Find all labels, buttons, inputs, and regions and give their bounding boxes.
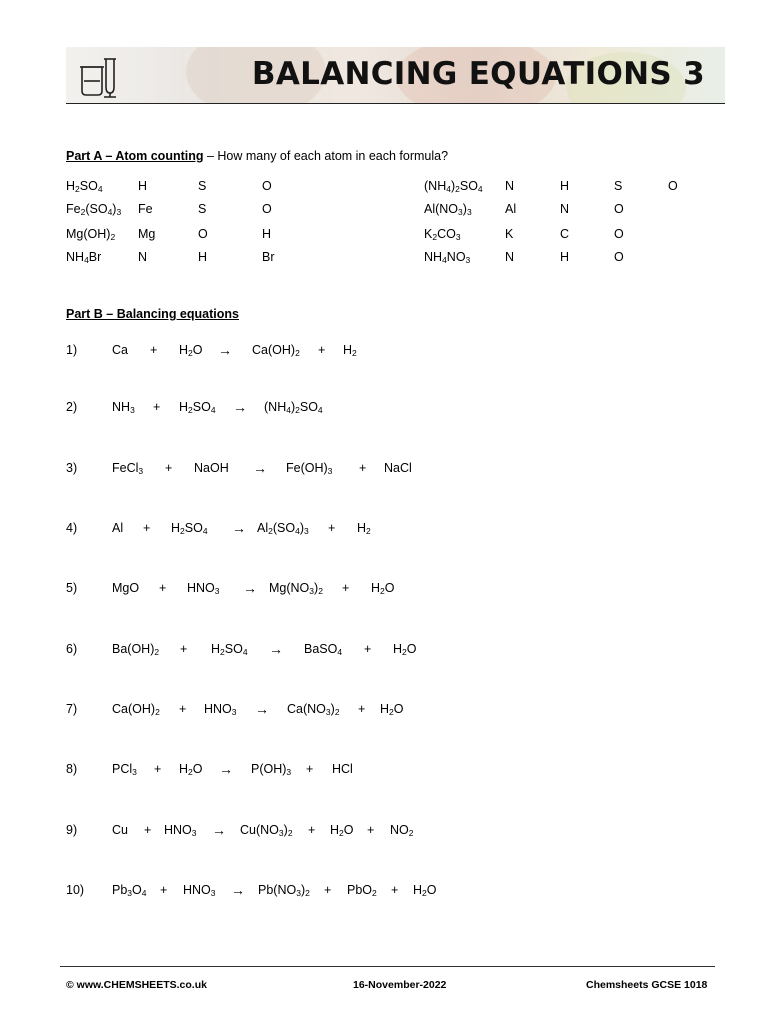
plus-sign: + [143, 521, 151, 535]
formula: $K_2CO_3$ [424, 227, 461, 242]
equation-number: 9) [66, 823, 78, 837]
reactant: $NH_3$ [112, 400, 135, 415]
footer-reference: Chemsheets GCSE 1018 [586, 979, 708, 991]
product: $Cu(NO_3)_2$ [240, 823, 293, 838]
reactant: FeCl$_3$ [112, 461, 144, 476]
plus-sign: + [179, 702, 187, 716]
part-b-title: Part B – Balancing equations [66, 307, 239, 321]
product: $NO_2$ [390, 823, 414, 838]
atom-label: S [614, 179, 623, 193]
equation-number: 10) [66, 883, 85, 897]
product: $H_2O$ [371, 581, 395, 596]
product: $Ca(OH)_2$ [252, 343, 300, 358]
reactant: $HNO_3$ [183, 883, 216, 898]
reactant: $HNO_3$ [164, 823, 197, 838]
atom-label: C [560, 227, 570, 241]
product: $Fe(OH)_3$ [286, 461, 333, 476]
atom-label: N [505, 250, 515, 264]
product: $H_2O$ [380, 702, 404, 717]
plus-sign: + [150, 343, 158, 357]
equation-number: 1) [66, 343, 78, 357]
formula: $Mg(OH)_2$ [66, 227, 116, 242]
reactant: NaOH [194, 461, 229, 475]
atom-label: H [560, 179, 570, 193]
reactant: $H_2O$ [179, 343, 203, 358]
reactant: $HNO_3$ [204, 702, 237, 717]
product: BaSO$_4$ [304, 642, 343, 657]
reactant: Cu [112, 823, 128, 837]
plus-sign: + [153, 400, 161, 414]
reaction-arrow: → [218, 342, 232, 358]
reactant: Al [112, 521, 124, 535]
plus-sign: + [160, 883, 168, 897]
equation-number: 2) [66, 400, 78, 414]
page-title: BALANCING EQUATIONS 3 [251, 56, 705, 92]
product: $Al_2(SO_4)_3$ [257, 521, 309, 536]
equation-number: 7) [66, 702, 78, 716]
atom-label: O [668, 179, 678, 193]
plus-sign: + [144, 823, 152, 837]
product: $Pb(NO_3)_2$ [258, 883, 310, 898]
reaction-arrow: → [231, 882, 245, 898]
part-a-subtitle: – How many of each atom in each formula? [203, 149, 449, 163]
reaction-arrow: → [212, 822, 226, 838]
part-b-heading [66, 307, 239, 321]
lab-glassware-icon [76, 53, 122, 99]
plus-sign: + [180, 642, 188, 656]
product: $H_2O$ [330, 823, 354, 838]
reactant: Ca [112, 343, 128, 357]
formula: $Al(NO_3)_3$ [424, 202, 472, 217]
plus-sign: + [364, 642, 372, 656]
product: $Mg(NO_3)_2$ [269, 581, 323, 596]
product: $H_2$ [343, 343, 357, 358]
plus-sign: + [318, 343, 326, 357]
atom-label: Fe [138, 202, 153, 216]
formula: $NH_4Br$ [66, 250, 102, 265]
plus-sign: + [308, 823, 316, 837]
product: $P(OH)_3$ [251, 762, 292, 777]
plus-sign: + [342, 581, 350, 595]
atom-label: H [262, 227, 272, 241]
reactant: PCl$_3$ [112, 762, 137, 777]
plus-sign: + [306, 762, 314, 776]
part-a-title: Part A – Atom counting [66, 149, 204, 163]
atom-label: O [614, 227, 624, 241]
footer-divider [60, 966, 715, 967]
atom-label: S [198, 179, 207, 193]
reactant: $H_2SO_4$ [211, 642, 248, 657]
reaction-arrow: → [253, 460, 267, 476]
reaction-arrow: → [219, 761, 233, 777]
plus-sign: + [367, 823, 375, 837]
product: PbO$_2$ [347, 883, 377, 898]
plus-sign: + [154, 762, 162, 776]
atom-label: S [198, 202, 207, 216]
reaction-arrow: → [269, 641, 283, 657]
atom-label: O [262, 179, 272, 193]
reactant: $HNO_3$ [187, 581, 220, 596]
product: NaCl [384, 461, 412, 475]
atom-label: O [614, 250, 624, 264]
header-banner [66, 47, 725, 104]
plus-sign: + [159, 581, 167, 595]
reaction-arrow: → [232, 520, 246, 536]
equation-number: 8) [66, 762, 78, 776]
product: $H_2$ [357, 521, 371, 536]
plus-sign: + [359, 461, 367, 475]
atom-label: Al [505, 202, 517, 216]
reaction-arrow: → [243, 580, 257, 596]
reactant: $H_2SO_4$ [171, 521, 208, 536]
reactant: MgO [112, 581, 140, 595]
formula: $NH_4NO_3$ [424, 250, 471, 265]
plus-sign: + [358, 702, 366, 716]
atom-label: H [138, 179, 148, 193]
plus-sign: + [324, 883, 332, 897]
reactant: $Ca(OH)_2$ [112, 702, 160, 717]
product: HCl [332, 762, 353, 776]
atom-label: N [560, 202, 570, 216]
part-a-heading [66, 149, 448, 163]
atom-label: H [198, 250, 208, 264]
atom-label: K [505, 227, 514, 241]
formula: $(NH_4)_2SO_4$ [424, 179, 483, 194]
reactant: $Ba(OH)_2$ [112, 642, 160, 657]
footer-website: © www.CHEMSHEETS.co.uk [66, 979, 207, 991]
product: $H_2O$ [393, 642, 417, 657]
atom-label: O [262, 202, 272, 216]
product: $(NH_4)_2SO_4$ [264, 400, 323, 415]
plus-sign: + [165, 461, 173, 475]
reactant: $Pb_3O_4$ [112, 883, 147, 898]
product: $Ca(NO_3)_2$ [287, 702, 340, 717]
equation-number: 5) [66, 581, 78, 595]
atom-label: H [560, 250, 570, 264]
reactant: $H_2O$ [179, 762, 203, 777]
atom-label: Br [262, 250, 275, 264]
atom-label: N [505, 179, 515, 193]
equation-number: 6) [66, 642, 78, 656]
atom-label: O [198, 227, 208, 241]
plus-sign: + [391, 883, 399, 897]
formula: $H_2SO_4$ [66, 179, 103, 194]
reaction-arrow: → [233, 399, 247, 415]
atom-label: N [138, 250, 148, 264]
reactant: $H_2SO_4$ [179, 400, 216, 415]
atom-label: O [614, 202, 624, 216]
equation-number: 3) [66, 461, 78, 475]
formula: $Fe_2(SO_4)_3$ [66, 202, 122, 217]
plus-sign: + [328, 521, 336, 535]
atom-label: Mg [138, 227, 156, 241]
reaction-arrow: → [255, 701, 269, 717]
equation-number: 4) [66, 521, 78, 535]
footer-date: 16-November-2022 [353, 979, 447, 991]
product: $H_2O$ [413, 883, 437, 898]
